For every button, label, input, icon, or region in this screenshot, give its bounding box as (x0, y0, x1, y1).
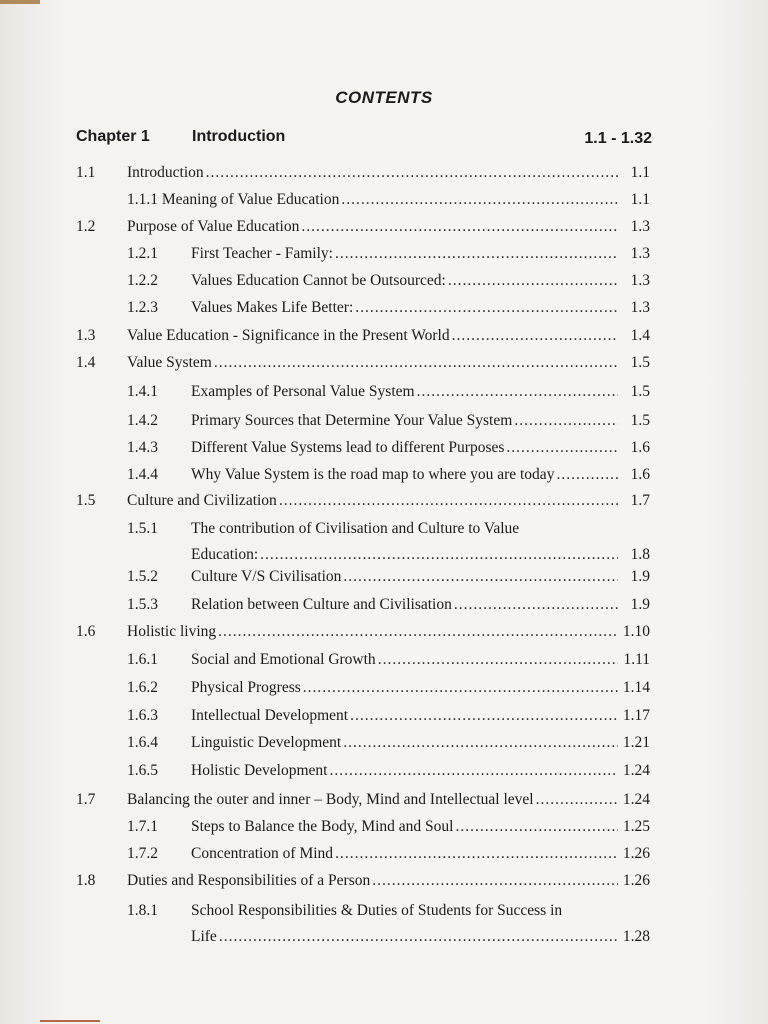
toc-entry-number: 1.6.3 (127, 707, 158, 724)
dot-leader (506, 437, 618, 459)
toc-entry-number: 1.7 (76, 791, 96, 808)
toc-entry-page: 1.17 (622, 707, 650, 724)
toc-entry-page: 1.9 (630, 568, 650, 585)
dot-leader (335, 843, 618, 865)
dot-leader (378, 649, 618, 671)
toc-entry-number: 1.2.1 (127, 245, 158, 262)
toc-entry-title: Culture and Civilization (127, 492, 277, 509)
dot-leader (350, 705, 618, 727)
toc-entry-title: Primary Sources that Determine Your Value System (191, 412, 513, 429)
toc-entry-number: 1.6.5 (127, 762, 158, 779)
toc-entry-number: 1.5.3 (127, 596, 158, 613)
toc-entry (0, 816, 768, 838)
toc-entry-page: 1.26 (622, 872, 650, 889)
dot-leader (219, 926, 618, 948)
toc-entry (0, 270, 768, 292)
dot-leader (335, 243, 618, 265)
dot-leader (218, 621, 618, 643)
dot-leader (556, 464, 618, 486)
page-title: CONTENTS (335, 88, 433, 107)
toc-entry-title: Social and Emotional Growth (191, 651, 376, 668)
toc-entry (0, 843, 768, 865)
dot-leader (260, 544, 618, 566)
toc-entry-page: 1.14 (622, 679, 650, 696)
dot-leader (372, 870, 618, 892)
toc-entry-number: 1.8.1 (127, 902, 158, 919)
toc-entry-number: 1.3 (76, 327, 96, 344)
chapter-name: Introduction (192, 128, 286, 145)
toc-entry (0, 705, 768, 727)
dot-leader (301, 216, 618, 238)
toc-entry-page: 1.3 (630, 218, 650, 235)
toc-entry-title: Examples of Personal Value System (191, 383, 415, 400)
dot-leader (214, 352, 618, 374)
dot-leader (454, 594, 618, 616)
toc-entry-page: 1.11 (623, 651, 650, 668)
toc-entry-number: 1.4.3 (127, 439, 158, 456)
toc-entry (0, 677, 768, 699)
toc-entry-title: Balancing the outer and inner – Body, Mind and Intellectual level (127, 791, 534, 808)
dot-leader (343, 732, 618, 754)
dot-leader (343, 566, 618, 588)
toc-entry (0, 621, 768, 643)
toc-entry (0, 189, 768, 211)
toc-entry-title: Holistic Development (191, 762, 328, 779)
toc-entry (0, 437, 768, 459)
toc-entry-number: 1.8 (76, 872, 96, 889)
toc-entry (0, 760, 768, 782)
toc-entry (0, 900, 768, 922)
toc-entry-page: 1.25 (622, 818, 650, 835)
toc-entry-page: 1.5 (630, 383, 650, 400)
toc-entry-number: 1.1 (76, 164, 96, 181)
dot-leader (536, 789, 618, 811)
toc-entry-title: Purpose of Value Education (127, 218, 300, 235)
toc-entry-page: 1.3 (630, 299, 650, 316)
toc-entry (0, 216, 768, 238)
toc-entry (0, 870, 768, 892)
dot-leader (329, 760, 618, 782)
toc-entry (0, 325, 768, 347)
toc-entry-page: 1.7 (630, 492, 650, 509)
dot-leader (355, 297, 618, 319)
toc-entry-page: 1.21 (622, 734, 650, 751)
toc-entry-page: 1.26 (622, 845, 650, 862)
toc-entry-number: 1.6.4 (127, 734, 158, 751)
toc-entry (0, 649, 768, 671)
dot-leader (417, 381, 618, 403)
toc-entry (0, 566, 768, 588)
toc-entry (0, 410, 768, 432)
toc-entry (0, 732, 768, 754)
toc-entry-title: Why Value System is the road map to where you are today (191, 466, 555, 483)
toc-entry (0, 243, 768, 265)
toc-entry-title-continued: Education: (191, 546, 259, 563)
toc-entry-title: The contribution of Civilisation and Culture to Value (191, 520, 520, 537)
toc-entry (0, 297, 768, 319)
toc-entry-number: 1.6.2 (127, 679, 158, 696)
toc-entry-title: Value Education - Significance in the Present World (127, 327, 450, 344)
toc-entry-title: Concentration of Mind (191, 845, 334, 862)
toc-entry (0, 352, 768, 374)
toc-entry-number: 1.5 (76, 492, 96, 509)
toc-entry (0, 464, 768, 486)
toc-entry (0, 381, 768, 403)
toc-entry-page: 1.5 (630, 354, 650, 371)
toc-entry (0, 490, 768, 512)
toc-entry-page: 1.5 (630, 412, 650, 429)
chapter-heading (76, 128, 652, 150)
toc-entry-number: 1.6.1 (127, 651, 158, 668)
toc-entry-title: Value System (127, 354, 212, 371)
toc-entry-page: 1.9 (630, 596, 650, 613)
toc-entry-number: 1.5.2 (127, 568, 158, 585)
toc-entry-title: Steps to Balance the Body, Mind and Soul (191, 818, 454, 835)
toc-entry-page: 1.3 (630, 245, 650, 262)
toc-entry-title: Linguistic Development (191, 734, 342, 751)
toc-entry-number: 1.7.2 (127, 845, 158, 862)
toc-entry-continuation (0, 926, 768, 948)
toc-entry-title: First Teacher - Family: (191, 245, 333, 262)
toc-entry-title: Introduction (127, 164, 204, 181)
toc-entry-title: Culture V/S Civilisation (191, 568, 342, 585)
toc-entry-title: Physical Progress (191, 679, 301, 696)
toc-entry-title: Different Value Systems lead to different Purposes (191, 439, 505, 456)
toc-entry-page: 1.10 (622, 623, 650, 640)
toc-entry-number: 1.6 (76, 623, 96, 640)
dot-leader (341, 189, 618, 211)
dot-leader (514, 410, 618, 432)
dot-leader (448, 270, 618, 292)
toc-entry (0, 789, 768, 811)
toc-entry-number: 1.4.1 (127, 383, 158, 400)
toc-entry-number: 1.2 (76, 218, 96, 235)
toc-entry-page: 1.4 (630, 327, 650, 344)
toc-entry-title: Intellectual Development (191, 707, 349, 724)
toc-entry-page: 1.24 (622, 762, 650, 779)
toc-entry-title: School Responsibilities & Duties of Students for Success in (191, 902, 563, 919)
toc-entry-page: 1.24 (622, 791, 650, 808)
dot-leader (206, 162, 618, 184)
toc-entry-continuation (0, 544, 768, 566)
toc-entry-title: Values Makes Life Better: (191, 299, 354, 316)
toc-entry-page: 1.1 (630, 191, 650, 208)
dot-leader (455, 816, 618, 838)
chapter-page-range: 1.1 - 1.32 (584, 130, 652, 147)
toc-entry-page: 1.6 (630, 466, 650, 483)
toc-entry-title: Values Education Cannot be Outsourced: (191, 272, 446, 289)
toc-entry-number: 1.7.1 (127, 818, 158, 835)
toc-entry (0, 518, 768, 540)
toc-entry-number: 1.4 (76, 354, 96, 371)
toc-entry-number: 1.4.4 (127, 466, 158, 483)
toc-entry-number: 1.5.1 (127, 520, 158, 537)
toc-entry-page: 1.6 (630, 439, 650, 456)
toc-entry-page: 1.28 (622, 928, 650, 945)
chapter-label: Chapter 1 (76, 128, 150, 145)
page-edge-mark (40, 1020, 100, 1022)
toc-entry-number: 1.2.3 (127, 299, 158, 316)
dot-leader (303, 677, 618, 699)
dot-leader (452, 325, 618, 347)
dot-leader (279, 490, 618, 512)
toc-entry-page: 1.1 (630, 164, 650, 181)
toc-entry-title: Duties and Responsibilities of a Person (127, 872, 371, 889)
toc-entry-title: 1.1.1 Meaning of Value Education (127, 191, 340, 208)
toc-entry-page: 1.3 (630, 272, 650, 289)
toc-entry-page: 1.8 (630, 546, 650, 563)
toc-entry (0, 162, 768, 184)
toc-entry-title: Holistic living (127, 623, 217, 640)
toc-entry-title: Relation between Culture and Civilisation (191, 596, 452, 613)
page-edge-mark (0, 0, 40, 4)
toc-entry-title-continued: Life (191, 928, 217, 945)
toc-entry-number: 1.2.2 (127, 272, 158, 289)
toc-entry (0, 594, 768, 616)
toc-entry-number: 1.4.2 (127, 412, 158, 429)
